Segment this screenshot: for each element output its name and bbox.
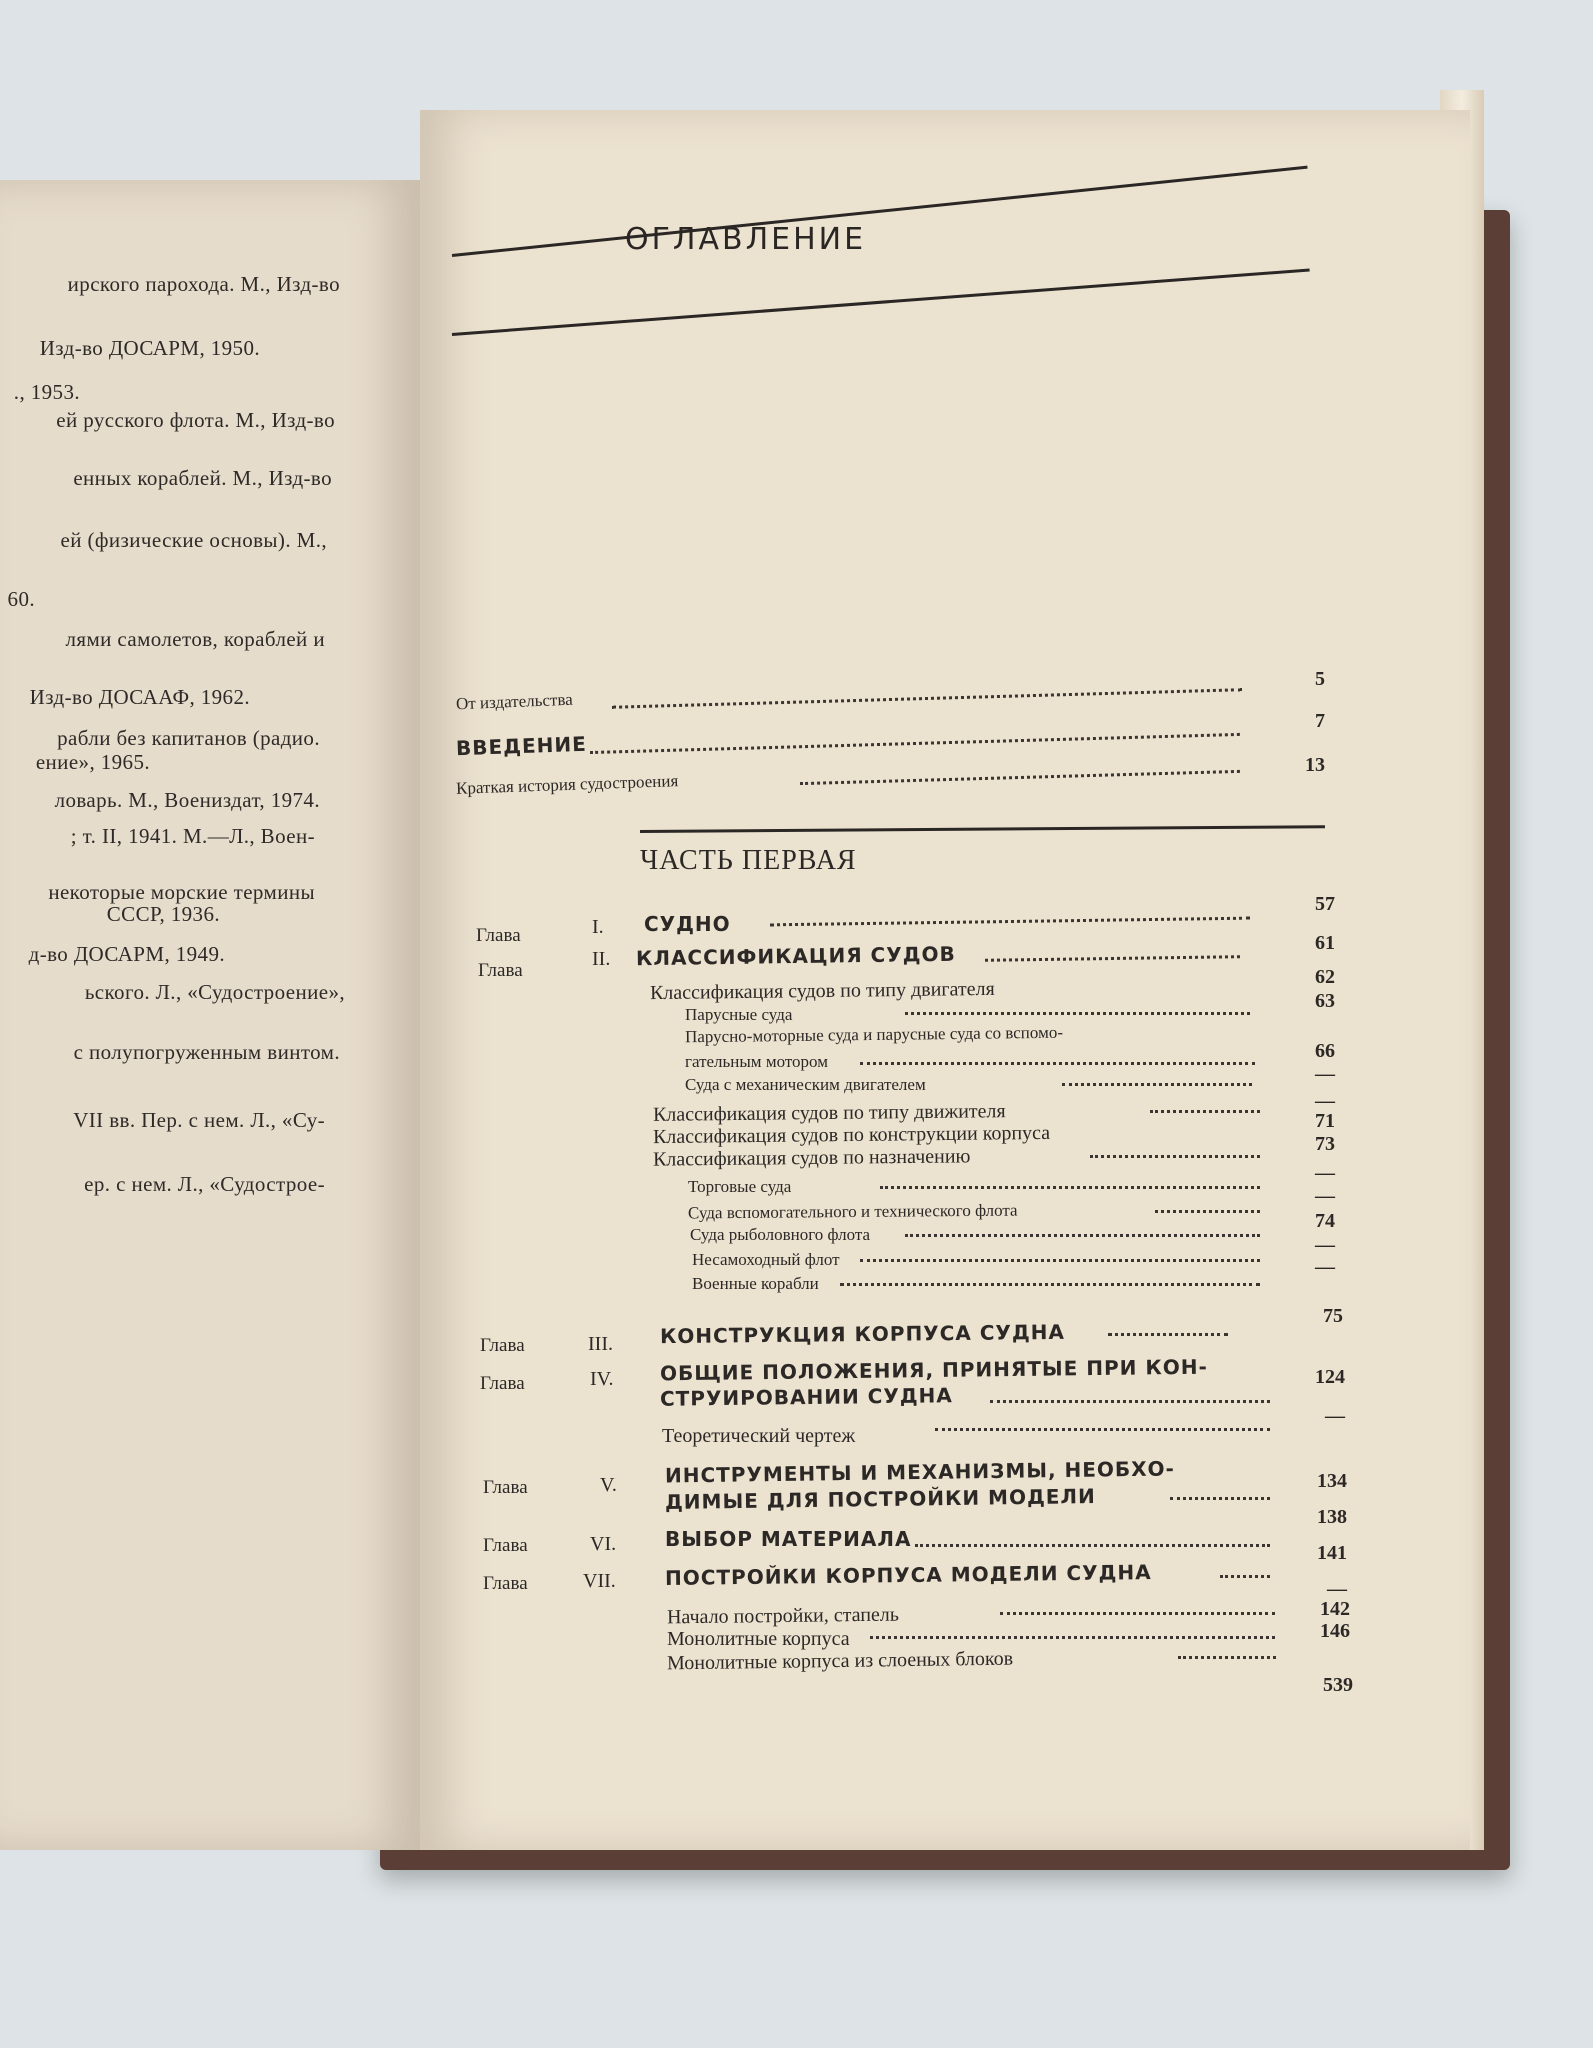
toc-entry-label: Краткая история судостроения	[455, 771, 679, 798]
section-entry: Классификация судов по назначению	[652, 1145, 971, 1171]
toc-dot-leader	[840, 1283, 1260, 1286]
bibliography-line: ; т. II, 1941. М.—Л., Воен-	[70, 824, 315, 848]
left-page-text	[0, 180, 420, 1850]
toc-page-number: —	[1325, 1405, 1345, 1427]
toc-page-number: —	[1315, 1256, 1335, 1278]
toc-title: ОГЛАВЛЕНИЕ	[625, 222, 867, 257]
bibliography-line: ер. с нем. Л., «Судострое-	[84, 1172, 325, 1196]
toc-dot-leader	[870, 1636, 1275, 1639]
toc-dot-leader	[1150, 1110, 1260, 1113]
bibliography-line: ирского парохода. М., Изд-во	[67, 272, 340, 296]
toc-dot-leader	[860, 1062, 1255, 1065]
bibliography-line: ение», 1965.	[35, 750, 150, 774]
chapter-title: ДИМЫЕ ДЛЯ ПОСТРОЙКИ МОДЕЛИ	[664, 1483, 1096, 1515]
toc-dot-leader	[1220, 1575, 1270, 1578]
section-entry: Классификация судов по типу движителя	[652, 1100, 1006, 1126]
section-entry: Монолитные корпуса из слоеных блоков	[666, 1647, 1014, 1675]
section-entry: Суда вспомогательного и технического флота	[687, 1200, 1018, 1223]
toc-page-number: —	[1315, 1063, 1335, 1085]
chapter-title: ПОСТРОЙКИ КОРПУСА МОДЕЛИ СУДНА	[664, 1560, 1152, 1590]
toc-page-number: —	[1315, 1234, 1335, 1256]
toc-page-number: 138	[1317, 1506, 1347, 1528]
chapter-title: СТРУИРОВАНИИ СУДНА	[659, 1383, 953, 1411]
toc-page-number: 146	[1320, 1620, 1350, 1642]
chapter-title: ОБЩИЕ ПОЛОЖЕНИЯ, ПРИНЯТЫЕ ПРИ КОН-	[659, 1354, 1208, 1386]
bibliography-line: VII вв. Пер. с нем. Л., «Су-	[73, 1108, 325, 1132]
bibliography-line: 60.	[7, 587, 35, 611]
bibliography-line: ьского. Л., «Судостроение»,	[84, 980, 345, 1004]
chapter-number: V.	[600, 1474, 617, 1496]
section-entry: Суда с механическим двигателем	[685, 1075, 926, 1094]
toc-page-number: 74	[1315, 1210, 1335, 1232]
chapter-title: КЛАССИФИКАЦИЯ СУДОВ	[635, 941, 956, 971]
toc-entry-label: От издательства	[455, 689, 574, 714]
toc-dot-leader	[1108, 1333, 1228, 1336]
bibliography-line: ловарь. М., Воениздат, 1974.	[54, 788, 320, 812]
bibliography-line: енных кораблей. М., Изд-во	[73, 466, 332, 490]
chapter-word: Глава	[483, 1535, 528, 1556]
toc-page-number: 57	[1315, 893, 1335, 915]
toc-page-number: 75	[1323, 1305, 1343, 1327]
toc-page-number: —	[1315, 1185, 1335, 1207]
chapter-number: IV.	[590, 1368, 614, 1390]
toc-page-number: 63	[1315, 990, 1335, 1012]
toc-entry-label: ВВЕДЕНИЕ	[455, 731, 588, 761]
section-entry: Парусные суда	[685, 1005, 793, 1024]
chapter-word: Глава	[476, 925, 521, 946]
toc-page-number: 5	[1315, 668, 1325, 690]
section-entry: Монолитные корпуса	[667, 1628, 850, 1650]
toc-page-number: 134	[1317, 1470, 1347, 1492]
chapter-title: ИНСТРУМЕНТЫ И МЕХАНИЗМЫ, НЕОБХО-	[664, 1456, 1176, 1488]
toc-dot-leader	[860, 1259, 1260, 1262]
toc-page-number: 62	[1315, 966, 1335, 988]
toc-dot-leader	[935, 1428, 1270, 1431]
bibliography-line: ей (физические основы). М.,	[60, 528, 327, 552]
section-entry: Классификация судов по типу двигателя	[649, 977, 995, 1005]
toc-dot-leader	[905, 1012, 1250, 1015]
page-folio: 539	[1323, 1674, 1353, 1696]
toc-page-number: 73	[1315, 1133, 1335, 1155]
section-entry: Начало постройки, стапель	[666, 1603, 900, 1629]
section-entry: Суда рыболовного флота	[690, 1225, 871, 1244]
toc-dot-leader	[990, 1400, 1270, 1403]
toc-dot-leader	[1062, 1083, 1252, 1086]
bibliography-line: ей русского флота. М., Изд-во	[56, 408, 335, 432]
toc-dot-leader	[1000, 1612, 1275, 1615]
toc-dot-leader	[1155, 1210, 1260, 1213]
chapter-word: Глава	[483, 1477, 528, 1498]
toc-page-number: 142	[1320, 1598, 1350, 1620]
toc-page-number: 71	[1315, 1110, 1335, 1132]
toc-dot-leader	[915, 1544, 1270, 1547]
chapter-number: I.	[592, 916, 604, 938]
section-entry: гательным мотором	[685, 1052, 828, 1071]
left-page	[0, 180, 420, 1850]
bibliography-line: некоторые морские термины	[48, 880, 315, 904]
toc-page-number: 124	[1315, 1366, 1345, 1388]
bibliography-line: СССР, 1936.	[106, 902, 220, 926]
chapter-title: ВЫБОР МАТЕРИАЛА	[665, 1527, 912, 1551]
section-entry: Торговые суда	[688, 1177, 792, 1196]
chapter-word: Глава	[480, 1373, 525, 1394]
chapter-title: КОНСТРУКЦИЯ КОРПУСА СУДНА	[659, 1319, 1066, 1349]
bibliography-line: Изд-во ДОСАРМ, 1950.	[39, 336, 260, 360]
section-entry: Парусно-моторные суда и парусные суда со вспомо-	[684, 1022, 1064, 1047]
toc-page-number: —	[1327, 1578, 1347, 1600]
section-entry: Несамоходный флот	[692, 1250, 840, 1269]
toc-dot-leader	[880, 1186, 1260, 1189]
bibliography-line: ., 1953.	[13, 380, 80, 404]
chapter-title: СУДНО	[644, 912, 731, 936]
chapter-word: Глава	[483, 1573, 528, 1594]
chapter-number: VII.	[583, 1570, 616, 1592]
bibliography-line: рабли без капитанов (радио.	[57, 726, 320, 750]
chapter-number: III.	[588, 1333, 613, 1355]
toc-dot-leader	[1178, 1656, 1276, 1659]
bibliography-line: Изд-во ДОСААФ, 1962.	[29, 685, 250, 709]
toc-page-number: 61	[1315, 932, 1335, 954]
toc-page-number: 66	[1315, 1040, 1335, 1062]
part-title: ЧАСТЬ ПЕРВАЯ	[640, 845, 857, 876]
section-entry: Военные корабли	[692, 1274, 819, 1293]
chapter-number: II.	[592, 948, 611, 970]
toc-dot-leader	[905, 1234, 1260, 1237]
toc-page-number: 7	[1315, 710, 1325, 732]
section-entry: Классификация судов по конструкции корпуса	[652, 1121, 1051, 1149]
toc-page-number: —	[1315, 1090, 1335, 1112]
toc-page-number: 141	[1317, 1542, 1347, 1564]
chapter-word: Глава	[480, 1335, 525, 1356]
toc-page-number: —	[1315, 1162, 1335, 1184]
bibliography-line: с полупогруженным винтом.	[73, 1040, 340, 1064]
toc-dot-leader	[1170, 1497, 1270, 1500]
chapter-number: VI.	[590, 1533, 617, 1555]
toc-page-number: 13	[1305, 754, 1325, 776]
bibliography-line: лями самолетов, кораблей и	[65, 627, 325, 651]
bibliography-line: д-во ДОСАРМ, 1949.	[28, 942, 225, 966]
section-entry: Теоретический чертеж	[662, 1425, 856, 1447]
toc-dot-leader	[1090, 1155, 1260, 1158]
chapter-word: Глава	[478, 960, 523, 981]
